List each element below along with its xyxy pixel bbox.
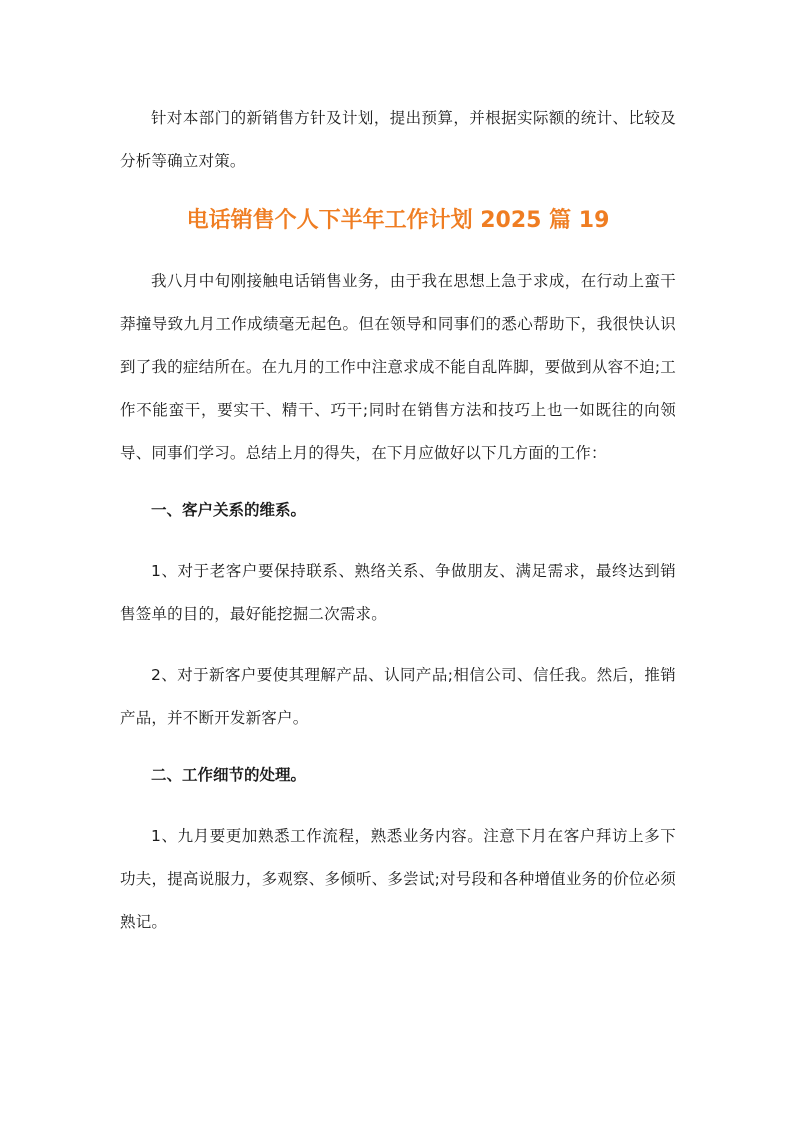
list-item-new-customers: 2、对于新客户要使其理解产品、认同产品;相信公司、信任我。然后，推销产品，并不断开发新客户。: [120, 666, 676, 727]
main-paragraph: 我八月中旬刚接触电话销售业务，由于我在思想上急于求成，在行动上蛮干莽撞导致九月工作成绩毫无起色。但在领导和同事们的悉心帮助下，我很快认识到了我的症结所在。在九月的工作中注意求成不能自乱阵脚，要做到从容不迫;工作不能蛮干，要实干、精干、巧干;同时在销售方法和技巧上也一如既往的向领导、同事们学习。总结上月的得失，在下月应做好以下几方面的工作：: [120, 272, 676, 462]
section-heading-work-details: 二、工作细节的处理。: [151, 766, 307, 784]
document-title: 电话销售个人下半年工作计划 2025 篇 19: [186, 208, 610, 233]
section-heading-customer-relations: 一、客户关系的维系。: [151, 501, 307, 519]
intro-paragraph: 针对本部门的新销售方针及计划，提出预算，并根据实际额的统计、比较及分析等确立对策。: [120, 109, 676, 170]
list-item-old-customers: 1、对于老客户要保持联系、熟络关系、争做朋友、满足需求，最终达到销售签单的目的，最好能挖掘二次需求。: [120, 562, 676, 623]
list-item-workflow: 1、九月要更加熟悉工作流程，熟悉业务内容。注意下月在客户拜访上多下功夫，提高说服力，多观察、多倾听、多尝试;对号段和各种增值业务的价位必须熟记。: [120, 827, 676, 931]
